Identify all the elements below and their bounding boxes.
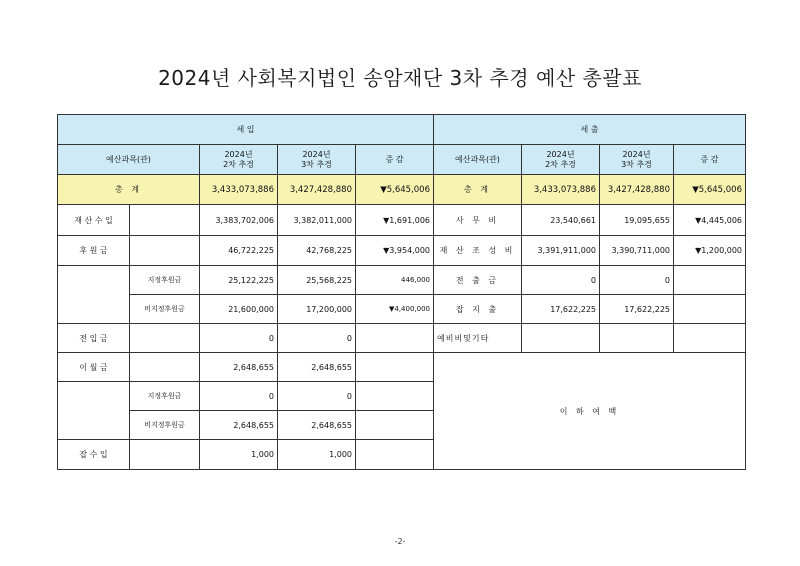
expense-change-header: 증 감 — [674, 145, 746, 175]
blank-note: 이 하 여 백 — [434, 353, 746, 470]
income-diff: ▼3,954,000 — [356, 236, 434, 266]
total-label-expense: 총 계 — [434, 175, 522, 205]
income-sub-label — [130, 324, 200, 353]
income-value-2: 0 — [200, 382, 278, 411]
income-value-3: 2,648,655 — [278, 353, 356, 382]
expense-value-2: 0 — [522, 266, 600, 295]
income-value-2: 2,648,655 — [200, 411, 278, 440]
income-col3-header — [278, 145, 356, 175]
income-col2-header — [200, 145, 278, 175]
total-expense-diff: ▼5,645,006 — [674, 175, 746, 205]
income-value-2: 1,000 — [200, 440, 278, 470]
total-income-diff: ▼5,645,006 — [356, 175, 434, 205]
table-row — [58, 266, 746, 295]
expense-col3-label: 3차 추경 — [621, 159, 652, 169]
income-change-header: 증 감 — [356, 145, 434, 175]
income-value-2: 25,122,225 — [200, 266, 278, 295]
income-label: 이 월 금 — [58, 353, 130, 382]
income-label: 후 원 금 — [58, 236, 130, 266]
income-label — [58, 382, 130, 440]
income-account-header: 예산과목(관) — [58, 145, 200, 175]
total-label-income: 총 계 — [58, 175, 200, 205]
income-value-2: 2,648,655 — [200, 353, 278, 382]
income-value-2: 3,383,702,006 — [200, 205, 278, 236]
income-value-2: 46,722,225 — [200, 236, 278, 266]
income-diff: ▼1,691,006 — [356, 205, 434, 236]
income-sub-label — [130, 236, 200, 266]
column-header-row — [58, 145, 746, 175]
income-value-3: 2,648,655 — [278, 411, 356, 440]
income-value-2: 21,600,000 — [200, 295, 278, 324]
expense-diff — [674, 324, 746, 353]
total-expense-3: 3,427,428,880 — [600, 175, 674, 205]
expense-value-3: 19,095,655 — [600, 205, 674, 236]
income-sub-label: 비지정후원금 — [130, 411, 200, 440]
income-sub-label: 지정후원금 — [130, 266, 200, 295]
income-section-header: 세 입 — [58, 115, 434, 145]
expense-col3-header — [600, 145, 674, 175]
income-sub-label — [130, 205, 200, 236]
expense-label: 재 산 조 성 비 — [434, 236, 522, 266]
income-diff — [356, 411, 434, 440]
income-value-2: 0 — [200, 324, 278, 353]
expense-value-3: 0 — [600, 266, 674, 295]
expense-col2-year: 2024년 — [546, 149, 575, 159]
expense-value-3: 3,390,711,000 — [600, 236, 674, 266]
expense-account-header: 예산과목(관) — [434, 145, 522, 175]
page-number: -2- — [394, 537, 406, 546]
total-row — [58, 175, 746, 205]
income-diff — [356, 382, 434, 411]
total-income-3: 3,427,428,880 — [278, 175, 356, 205]
expense-col2-header — [522, 145, 600, 175]
expense-value-2: 17,622,225 — [522, 295, 600, 324]
page-title: 2024년 사회복지법인 송암재단 3차 추경 예산 총괄표 — [158, 66, 642, 90]
table-row — [58, 205, 746, 236]
expense-value-3: 17,622,225 — [600, 295, 674, 324]
expense-value-2: 23,540,661 — [522, 205, 600, 236]
table-row — [58, 236, 746, 266]
income-col2-label: 2차 추경 — [223, 159, 254, 169]
income-value-3: 0 — [278, 382, 356, 411]
income-sub-label — [130, 353, 200, 382]
expense-value-2: 3,391,911,000 — [522, 236, 600, 266]
budget-summary-table — [57, 114, 746, 470]
income-value-3: 1,000 — [278, 440, 356, 470]
income-col2-year: 2024년 — [224, 149, 253, 159]
expense-diff — [674, 266, 746, 295]
income-diff: ▼4,400,000 — [356, 295, 434, 324]
income-label: 전 입 금 — [58, 324, 130, 353]
expense-diff — [674, 295, 746, 324]
expense-label: 사 무 비 — [434, 205, 522, 236]
expense-diff: ▼1,200,000 — [674, 236, 746, 266]
section-header-row — [58, 115, 746, 145]
income-sub-label: 지정후원금 — [130, 382, 200, 411]
table-row — [58, 295, 746, 324]
income-col3-label: 3차 추경 — [301, 159, 332, 169]
income-value-3: 42,768,225 — [278, 236, 356, 266]
table-row — [58, 353, 746, 382]
expense-col2-label: 2차 추경 — [545, 159, 576, 169]
expense-label: 전 출 금 — [434, 266, 522, 295]
income-diff — [356, 324, 434, 353]
income-col3-year: 2024년 — [302, 149, 331, 159]
expense-label: 잡 지 출 — [434, 295, 522, 324]
income-sub-label: 비지정후원금 — [130, 295, 200, 324]
expense-section-header: 세 출 — [434, 115, 746, 145]
income-label: 재 산 수 입 — [58, 205, 130, 236]
income-label: 잡 수 입 — [58, 440, 130, 470]
income-label — [58, 266, 130, 324]
expense-col3-year: 2024년 — [622, 149, 651, 159]
table-row — [58, 324, 746, 353]
expense-label: 예비비및기타 — [434, 324, 522, 353]
income-value-3: 0 — [278, 324, 356, 353]
income-diff — [356, 440, 434, 470]
income-value-3: 3,382,011,000 — [278, 205, 356, 236]
income-value-3: 25,568,225 — [278, 266, 356, 295]
income-value-3: 17,200,000 — [278, 295, 356, 324]
total-expense-2: 3,433,073,886 — [522, 175, 600, 205]
expense-value-3 — [600, 324, 674, 353]
expense-diff: ▼4,445,006 — [674, 205, 746, 236]
income-sub-label — [130, 440, 200, 470]
total-income-2: 3,433,073,886 — [200, 175, 278, 205]
income-diff — [356, 353, 434, 382]
income-diff: 446,000 — [356, 266, 434, 295]
expense-value-2 — [522, 324, 600, 353]
